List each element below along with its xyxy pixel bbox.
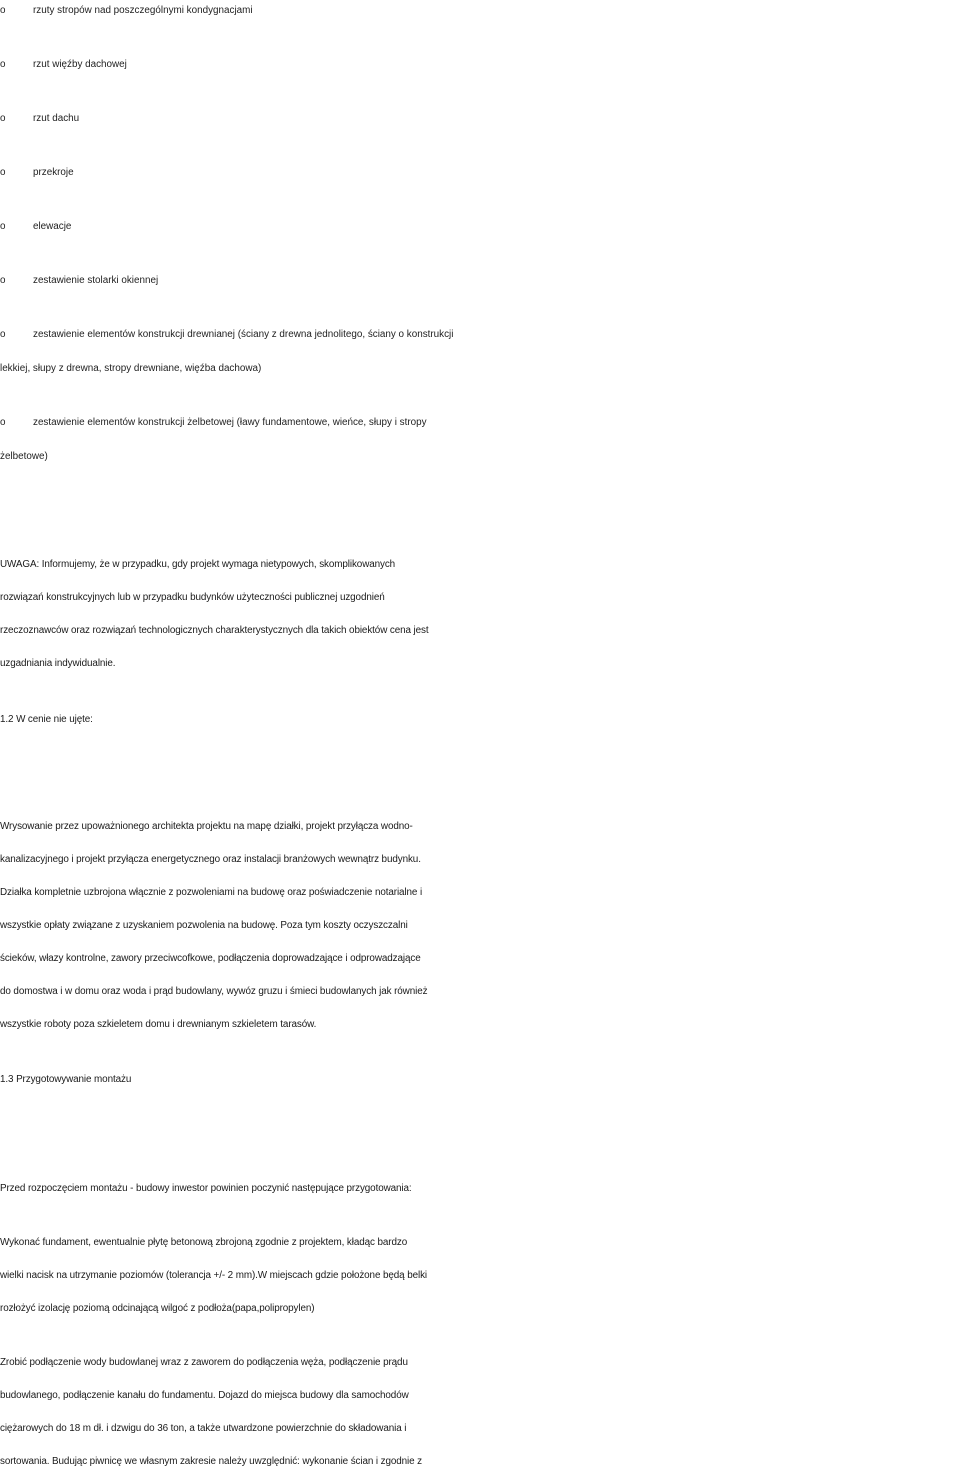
paragraph-line: wielki nacisk na utrzymanie poziomów (tolerancja +/- 2 mm).W miejscach gdzie położone będą belki [0, 1270, 428, 1281]
list-item-continuation: lekkiej, słupy z drewna, stropy drewniane, więźba dachowa) [0, 363, 262, 374]
bullet-marker: o [0, 59, 6, 70]
list-item-text: zestawienie stolarki okiennej [33, 275, 159, 286]
list-item [0, 269, 960, 293]
paragraph-line: kanalizacyjnego i projekt przyłącza energetycznego oraz instalacji branżowych wewnątrz budynku. [0, 854, 421, 865]
bullet-marker: o [0, 221, 6, 232]
paragraph-line: Zrobić podłączenie wody budowlanej wraz z zaworem do podłączenia węża, podłączenie prądu [0, 1357, 408, 1368]
bullet-marker: o [0, 329, 6, 340]
paragraph-line: ciężarowych do 18 m dł. i dzwigu do 36 ton, a także utwardzone powierzchnie do składowania i [0, 1423, 407, 1434]
list-item-text: przekroje [33, 167, 74, 178]
paragraph-line: rozłożyć izolację poziomą odcinającą wilgoć z podłoża(papa,polipropylen) [0, 1303, 315, 1314]
list-item-continuation: żelbetowe) [0, 451, 48, 462]
list-item [0, 107, 960, 131]
section-1-3-intro: Przed rozpoczęciem montażu - budowy inwestor powinien poczynić następujące przygotowania: [0, 1183, 412, 1194]
list-item [0, 0, 960, 23]
uwaga-line: rzeczoznawców oraz rozwiązań technologicznych charakterystycznych dla takich obiektów cena jest [0, 625, 429, 636]
bullet-marker: o [0, 167, 6, 178]
paragraph-line: Działka kompletnie uzbrojona włącznie z pozwoleniami na budowę oraz poświadczenie notarialne i [0, 887, 423, 898]
list-item-text: zestawienie elementów konstrukcji drewnianej (ściany z drewna jednolitego, ściany o konstrukcji [33, 329, 454, 340]
section-heading-1-2: 1.2 W cenie nie ujęte: [0, 714, 93, 725]
paragraph-line: Wrysowanie przez upoważnionego architekta projektu na mapę działki, projekt przyłącza wodno- [0, 821, 413, 832]
paragraph-line: Wykonać fundament, ewentualnie płytę betonową zbrojoną zgodnie z projektem, kładąc bardzo [0, 1237, 408, 1248]
paragraph-line: budowlanego, podłączenie kanału do fundamentu. Dojazd do miejsca budowy dla samochodów [0, 1390, 409, 1401]
uwaga-line: uzgadniania indywidualnie. [0, 658, 116, 669]
list-item [0, 323, 960, 347]
list-item-text: rzut dachu [33, 113, 80, 124]
paragraph-line: ścieków, włazy kontrolne, zawory przeciwcofkowe, podłączenia doprowadzające i odprowadzające [0, 953, 421, 964]
list-item-text: elewacje [33, 221, 72, 232]
list-item-text: rzuty stropów nad poszczególnymi kondygnacjami [33, 5, 253, 16]
list-item-text: rzut więźby dachowej [33, 59, 127, 70]
paragraph-line: wszystkie opłaty związane z uzyskaniem pozwolenia na budowę. Poza tym koszty oczyszczalni [0, 920, 408, 931]
paragraph-line: sortowania. Budując piwnicę we własnym zakresie należy uwzględnić: wykonanie ścian i zgodnie z [0, 1456, 423, 1467]
bullet-marker: o [0, 113, 6, 124]
bullet-marker: o [0, 5, 6, 16]
bullet-marker: o [0, 417, 6, 428]
list-item [0, 411, 960, 435]
list-item [0, 53, 960, 77]
list-item-text: zestawienie elementów konstrukcji żelbetowej (ławy fundamentowe, wieńce, słupy i stropy [33, 417, 427, 428]
bullet-marker: o [0, 275, 6, 286]
list-item [0, 215, 960, 239]
uwaga-line: UWAGA: Informujemy, że w przypadku, gdy projekt wymaga nietypowych, skomplikowanych [0, 559, 396, 570]
paragraph-line: do domostwa i w domu oraz woda i prąd budowlany, wywóz gruzu i śmieci budowlanych jak również [0, 986, 428, 997]
paragraph-line: wszystkie roboty poza szkieletem domu i drewnianym szkieletem tarasów. [0, 1019, 317, 1030]
uwaga-line: rozwiązań konstrukcyjnych lub w przypadku budynków użyteczności publicznej uzgodnień [0, 592, 385, 603]
list-item [0, 161, 960, 185]
section-heading-1-3: 1.3 Przygotowywanie montażu [0, 1074, 132, 1085]
